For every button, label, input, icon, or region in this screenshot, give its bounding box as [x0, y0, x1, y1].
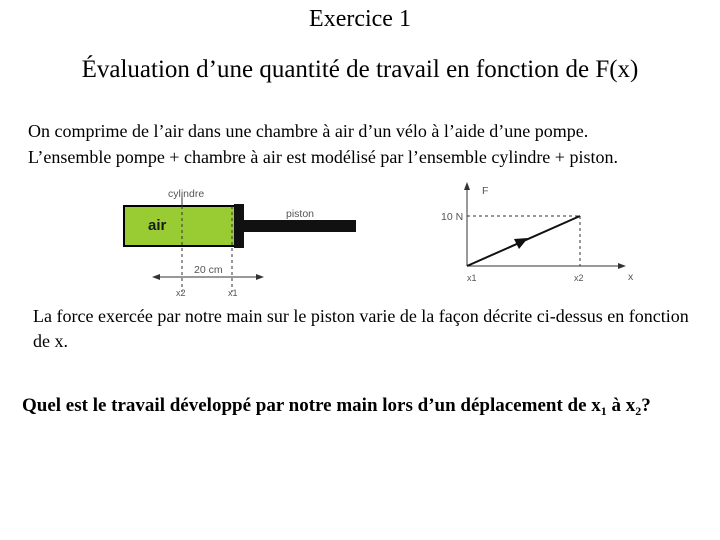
force-value-label: 10 N [441, 211, 464, 223]
air-chamber [124, 206, 242, 246]
distance-label: 20 cm [194, 264, 223, 276]
question-text-b: à x [606, 395, 636, 416]
y-axis-arrow-icon [464, 182, 470, 190]
description-paragraph: La force exercée par notre main sur le piston varie de la façon décrite ci-dessus en fonction de x. [33, 306, 689, 351]
intro-paragraph [28, 118, 708, 170]
question-text-a: Quel est le travail développé par notre main lors d’un déplacement de x [22, 395, 601, 416]
arrow-right-head [256, 274, 264, 280]
question-sub-1: 1 [600, 404, 607, 418]
air-label: air [148, 217, 167, 234]
cylinder-label: cylindre [168, 188, 205, 200]
question [22, 395, 712, 419]
piston-head [234, 204, 244, 248]
graph-x1-label: x1 [467, 273, 477, 283]
question-sub-2: 2 [635, 404, 642, 418]
x-axis-arrow-icon [618, 263, 626, 269]
cylinder-piston-figure [110, 180, 370, 302]
x-axis-label: x [628, 271, 634, 283]
arrow-left-head [152, 274, 160, 280]
y-axis-label: F [482, 185, 489, 197]
page-subtitle: Évaluation d’une quantité de travail en fonction de F(x) [81, 56, 639, 83]
graph-x2-label: x2 [574, 273, 584, 283]
x2-label: x2 [176, 288, 186, 298]
force-graph [430, 176, 650, 288]
page-title: Exercice 1 [309, 6, 411, 32]
question-text-c: ? [641, 395, 651, 416]
piston-rod [244, 220, 356, 232]
intro-line-1: On comprime de l’air dans une chambre à air d’un vélo à l’aide d’une pompe. [28, 121, 589, 141]
x1-label: x1 [228, 288, 238, 298]
intro-line-2: L’ensemble pompe + chambre à air est modélisé par l’ensemble cylindre + piston. [28, 147, 618, 167]
piston-label: piston [286, 208, 315, 220]
